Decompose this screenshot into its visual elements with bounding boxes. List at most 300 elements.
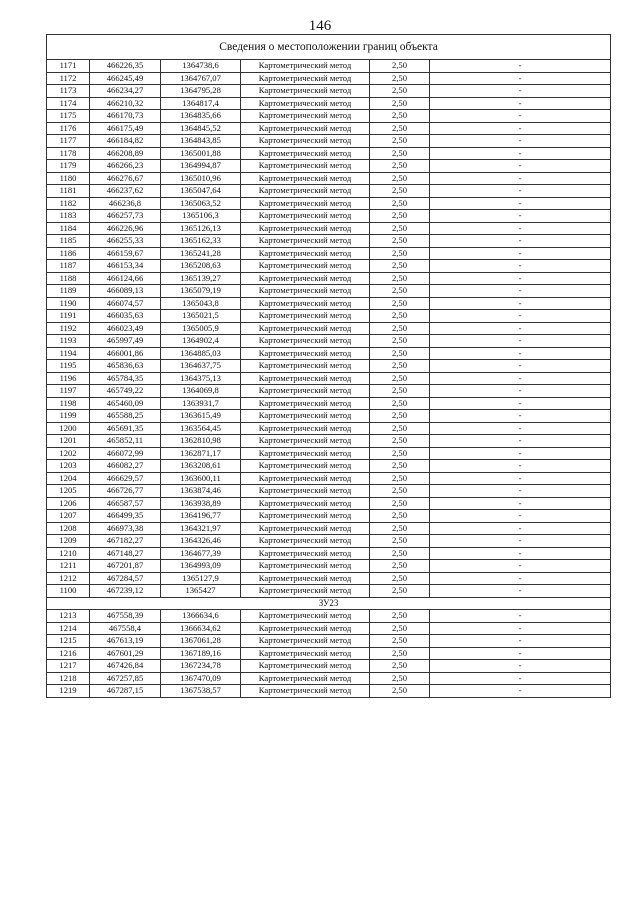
method-cell: Картометрический метод <box>241 560 370 573</box>
coord-y-cell: 1367234,78 <box>161 660 241 673</box>
method-cell: Картометрический метод <box>241 197 370 210</box>
point-number-cell: 1186 <box>47 247 90 260</box>
point-number-cell: 1203 <box>47 460 90 473</box>
description-cell: - <box>430 72 611 85</box>
description-cell: - <box>430 110 611 123</box>
coord-x-cell: 466001,86 <box>90 347 161 360</box>
point-number-cell: 1195 <box>47 360 90 373</box>
coord-y-cell: 1364738,6 <box>161 60 241 73</box>
accuracy-cell: 2,50 <box>370 410 430 423</box>
coord-y-cell: 1364637,75 <box>161 360 241 373</box>
method-cell: Картометрический метод <box>241 685 370 698</box>
table-row <box>47 572 611 585</box>
method-cell: Картометрический метод <box>241 322 370 335</box>
accuracy-cell: 2,50 <box>370 635 430 648</box>
coord-x-cell: 465784,35 <box>90 372 161 385</box>
accuracy-cell: 2,50 <box>370 160 430 173</box>
table-row <box>47 260 611 273</box>
description-cell: - <box>430 247 611 260</box>
point-number-cell: 1214 <box>47 622 90 635</box>
coord-x-cell: 466629,57 <box>90 472 161 485</box>
coord-y-cell: 1364069,8 <box>161 385 241 398</box>
coord-x-cell: 466072,99 <box>90 447 161 460</box>
coord-x-cell: 466074,57 <box>90 297 161 310</box>
method-cell: Картометрический метод <box>241 97 370 110</box>
table-row <box>47 422 611 435</box>
description-cell: - <box>430 185 611 198</box>
accuracy-cell: 2,50 <box>370 222 430 235</box>
coord-y-cell: 1364885,03 <box>161 347 241 360</box>
table-row <box>47 297 611 310</box>
table-row <box>47 372 611 385</box>
section-label: ЗУ23 <box>47 597 611 610</box>
coord-x-cell: 466276,67 <box>90 172 161 185</box>
coord-y-cell: 1365106,3 <box>161 210 241 223</box>
method-cell: Картометрический метод <box>241 510 370 523</box>
method-cell: Картометрический метод <box>241 235 370 248</box>
accuracy-cell: 2,50 <box>370 285 430 298</box>
description-cell: - <box>430 522 611 535</box>
coord-x-cell: 466245,49 <box>90 72 161 85</box>
method-cell: Картометрический метод <box>241 172 370 185</box>
point-number-cell: 1207 <box>47 510 90 523</box>
description-cell: - <box>430 485 611 498</box>
coord-y-cell: 1363931,7 <box>161 397 241 410</box>
table-row <box>47 210 611 223</box>
accuracy-cell: 2,50 <box>370 110 430 123</box>
accuracy-cell: 2,50 <box>370 135 430 148</box>
point-number-cell: 1181 <box>47 185 90 198</box>
description-cell: - <box>430 235 611 248</box>
accuracy-cell: 2,50 <box>370 247 430 260</box>
method-cell: Картометрический метод <box>241 572 370 585</box>
table-row <box>47 672 611 685</box>
table-row <box>47 460 611 473</box>
coord-y-cell: 1364994,87 <box>161 160 241 173</box>
description-cell: - <box>430 322 611 335</box>
method-cell: Картометрический метод <box>241 447 370 460</box>
description-cell: - <box>430 372 611 385</box>
method-cell: Картометрический метод <box>241 422 370 435</box>
table-row <box>47 397 611 410</box>
method-cell: Картометрический метод <box>241 672 370 685</box>
coord-x-cell: 466023,49 <box>90 322 161 335</box>
method-cell: Картометрический метод <box>241 610 370 623</box>
coord-x-cell: 466170,73 <box>90 110 161 123</box>
accuracy-cell: 2,50 <box>370 547 430 560</box>
method-cell: Картометрический метод <box>241 460 370 473</box>
coord-y-cell: 1365162,33 <box>161 235 241 248</box>
point-number-cell: 1208 <box>47 522 90 535</box>
coord-y-cell: 1365021,5 <box>161 310 241 323</box>
accuracy-cell: 2,50 <box>370 535 430 548</box>
method-cell: Картометрический метод <box>241 435 370 448</box>
point-number-cell: 1178 <box>47 147 90 160</box>
accuracy-cell: 2,50 <box>370 210 430 223</box>
coord-y-cell: 1365063,52 <box>161 197 241 210</box>
coord-x-cell: 466236,8 <box>90 197 161 210</box>
point-number-cell: 1219 <box>47 685 90 698</box>
method-cell: Картометрический метод <box>241 397 370 410</box>
description-cell: - <box>430 122 611 135</box>
table-row <box>47 547 611 560</box>
point-number-cell: 1204 <box>47 472 90 485</box>
coord-x-cell: 465460,09 <box>90 397 161 410</box>
coord-y-cell: 1365079,19 <box>161 285 241 298</box>
description-cell: - <box>430 647 611 660</box>
coord-y-cell: 1365001,88 <box>161 147 241 160</box>
point-number-cell: 1209 <box>47 535 90 548</box>
coord-y-cell: 1367189,16 <box>161 647 241 660</box>
accuracy-cell: 2,50 <box>370 472 430 485</box>
method-cell: Картометрический метод <box>241 210 370 223</box>
table-row <box>47 335 611 348</box>
table-row <box>47 660 611 673</box>
description-cell: - <box>430 610 611 623</box>
accuracy-cell: 2,50 <box>370 672 430 685</box>
table-row <box>47 560 611 573</box>
table-row <box>47 135 611 148</box>
table-row <box>47 360 611 373</box>
coord-x-cell: 465749,22 <box>90 385 161 398</box>
table-row <box>47 147 611 160</box>
point-number-cell: 1185 <box>47 235 90 248</box>
coord-y-cell: 1364321,97 <box>161 522 241 535</box>
section-row <box>47 597 611 610</box>
description-cell: - <box>430 660 611 673</box>
description-cell: - <box>430 547 611 560</box>
method-cell: Картометрический метод <box>241 297 370 310</box>
point-number-cell: 1196 <box>47 372 90 385</box>
coord-x-cell: 466499,35 <box>90 510 161 523</box>
table-row <box>47 472 611 485</box>
method-cell: Картометрический метод <box>241 310 370 323</box>
coord-x-cell: 467287,15 <box>90 685 161 698</box>
accuracy-cell: 2,50 <box>370 97 430 110</box>
coord-y-cell: 1365427 <box>161 585 241 598</box>
accuracy-cell: 2,50 <box>370 335 430 348</box>
table-row <box>47 347 611 360</box>
table-row <box>47 610 611 623</box>
description-cell: - <box>430 97 611 110</box>
method-cell: Картометрический метод <box>241 272 370 285</box>
coord-y-cell: 1365126,13 <box>161 222 241 235</box>
method-cell: Картометрический метод <box>241 535 370 548</box>
point-number-cell: 1205 <box>47 485 90 498</box>
description-cell: - <box>430 685 611 698</box>
coord-y-cell: 1367061,28 <box>161 635 241 648</box>
point-number-cell: 1175 <box>47 110 90 123</box>
table-row <box>47 310 611 323</box>
point-number-cell: 1184 <box>47 222 90 235</box>
coord-y-cell: 1364845,52 <box>161 122 241 135</box>
description-cell: - <box>430 222 611 235</box>
description-cell: - <box>430 397 611 410</box>
table-title-row <box>47 35 611 60</box>
coord-y-cell: 1364326,46 <box>161 535 241 548</box>
description-cell: - <box>430 285 611 298</box>
description-cell: - <box>430 160 611 173</box>
method-cell: Картометрический метод <box>241 472 370 485</box>
accuracy-cell: 2,50 <box>370 310 430 323</box>
coord-x-cell: 466973,38 <box>90 522 161 535</box>
coord-x-cell: 467613,19 <box>90 635 161 648</box>
coord-x-cell: 466082,27 <box>90 460 161 473</box>
table-row <box>47 685 611 698</box>
coord-x-cell: 466226,35 <box>90 60 161 73</box>
accuracy-cell: 2,50 <box>370 185 430 198</box>
table-row <box>47 535 611 548</box>
coord-y-cell: 1367470,09 <box>161 672 241 685</box>
table-row <box>47 410 611 423</box>
coord-x-cell: 466234,27 <box>90 85 161 98</box>
method-cell: Картометрический метод <box>241 72 370 85</box>
table-row <box>47 622 611 635</box>
point-number-cell: 1197 <box>47 385 90 398</box>
accuracy-cell: 2,50 <box>370 372 430 385</box>
coord-x-cell: 466175,49 <box>90 122 161 135</box>
accuracy-cell: 2,50 <box>370 85 430 98</box>
point-number-cell: 1211 <box>47 560 90 573</box>
coord-x-cell: 465588,25 <box>90 410 161 423</box>
point-number-cell: 1193 <box>47 335 90 348</box>
point-number-cell: 1176 <box>47 122 90 135</box>
coord-y-cell: 1364767,07 <box>161 72 241 85</box>
accuracy-cell: 2,50 <box>370 197 430 210</box>
method-cell: Картометрический метод <box>241 135 370 148</box>
description-cell: - <box>430 635 611 648</box>
accuracy-cell: 2,50 <box>370 660 430 673</box>
point-number-cell: 1216 <box>47 647 90 660</box>
point-number-cell: 1212 <box>47 572 90 585</box>
coord-x-cell: 466726,77 <box>90 485 161 498</box>
coord-x-cell: 466237,62 <box>90 185 161 198</box>
table-row <box>47 110 611 123</box>
coord-y-cell: 1362871,17 <box>161 447 241 460</box>
accuracy-cell: 2,50 <box>370 435 430 448</box>
description-cell: - <box>430 210 611 223</box>
coord-y-cell: 1365208,63 <box>161 260 241 273</box>
method-cell: Картометрический метод <box>241 222 370 235</box>
description-cell: - <box>430 585 611 598</box>
coord-y-cell: 1363208,61 <box>161 460 241 473</box>
coord-x-cell: 465852,11 <box>90 435 161 448</box>
coord-y-cell: 1366634,6 <box>161 610 241 623</box>
coord-y-cell: 1363564,45 <box>161 422 241 435</box>
coord-x-cell: 466587,57 <box>90 497 161 510</box>
table-row <box>47 172 611 185</box>
coord-x-cell: 466210,32 <box>90 97 161 110</box>
accuracy-cell: 2,50 <box>370 260 430 273</box>
method-cell: Картометрический метод <box>241 485 370 498</box>
method-cell: Картометрический метод <box>241 410 370 423</box>
coord-y-cell: 1365047,64 <box>161 185 241 198</box>
description-cell: - <box>430 410 611 423</box>
method-cell: Картометрический метод <box>241 335 370 348</box>
point-number-cell: 1199 <box>47 410 90 423</box>
table-row <box>47 585 611 598</box>
accuracy-cell: 2,50 <box>370 322 430 335</box>
coord-y-cell: 1365043,8 <box>161 297 241 310</box>
description-cell: - <box>430 472 611 485</box>
description-cell: - <box>430 572 611 585</box>
coord-x-cell: 466153,34 <box>90 260 161 273</box>
accuracy-cell: 2,50 <box>370 510 430 523</box>
point-number-cell: 1194 <box>47 347 90 360</box>
method-cell: Картометрический метод <box>241 185 370 198</box>
coord-y-cell: 1365139,27 <box>161 272 241 285</box>
description-cell: - <box>430 335 611 348</box>
method-cell: Картометрический метод <box>241 60 370 73</box>
point-number-cell: 1202 <box>47 447 90 460</box>
table-row <box>47 160 611 173</box>
coord-x-cell: 467239,12 <box>90 585 161 598</box>
accuracy-cell: 2,50 <box>370 485 430 498</box>
table-row <box>47 185 611 198</box>
coord-x-cell: 466184,82 <box>90 135 161 148</box>
point-number-cell: 1180 <box>47 172 90 185</box>
table-row <box>47 385 611 398</box>
table-row <box>47 285 611 298</box>
coord-x-cell: 466035,63 <box>90 310 161 323</box>
point-number-cell: 1187 <box>47 260 90 273</box>
table-row <box>47 522 611 535</box>
table-row <box>47 510 611 523</box>
table-row <box>47 497 611 510</box>
coord-y-cell: 1366634,62 <box>161 622 241 635</box>
method-cell: Картометрический метод <box>241 347 370 360</box>
table-row <box>47 247 611 260</box>
table-row <box>47 635 611 648</box>
description-cell: - <box>430 447 611 460</box>
coord-x-cell: 466208,89 <box>90 147 161 160</box>
accuracy-cell: 2,50 <box>370 522 430 535</box>
point-number-cell: 1179 <box>47 160 90 173</box>
boundary-coordinates-table <box>46 34 611 698</box>
description-cell: - <box>430 260 611 273</box>
table-row <box>47 222 611 235</box>
coord-y-cell: 1364993,09 <box>161 560 241 573</box>
table-row <box>47 322 611 335</box>
point-number-cell: 1172 <box>47 72 90 85</box>
point-number-cell: 1182 <box>47 197 90 210</box>
method-cell: Картометрический метод <box>241 285 370 298</box>
description-cell: - <box>430 347 611 360</box>
point-number-cell: 1210 <box>47 547 90 560</box>
accuracy-cell: 2,50 <box>370 72 430 85</box>
table-row <box>47 85 611 98</box>
table-row <box>47 60 611 73</box>
coord-x-cell: 467257,85 <box>90 672 161 685</box>
description-cell: - <box>430 497 611 510</box>
point-number-cell: 1100 <box>47 585 90 598</box>
coord-y-cell: 1364835,66 <box>161 110 241 123</box>
method-cell: Картометрический метод <box>241 360 370 373</box>
point-number-cell: 1192 <box>47 322 90 335</box>
point-number-cell: 1189 <box>47 285 90 298</box>
coord-x-cell: 467148,27 <box>90 547 161 560</box>
coord-y-cell: 1365241,28 <box>161 247 241 260</box>
coord-x-cell: 466124,66 <box>90 272 161 285</box>
coord-y-cell: 1365010,96 <box>161 172 241 185</box>
accuracy-cell: 2,50 <box>370 360 430 373</box>
accuracy-cell: 2,50 <box>370 422 430 435</box>
accuracy-cell: 2,50 <box>370 685 430 698</box>
accuracy-cell: 2,50 <box>370 347 430 360</box>
table-row <box>47 97 611 110</box>
method-cell: Картометрический метод <box>241 522 370 535</box>
coord-x-cell: 467284,57 <box>90 572 161 585</box>
coord-x-cell: 466226,96 <box>90 222 161 235</box>
coord-x-cell: 466089,13 <box>90 285 161 298</box>
accuracy-cell: 2,50 <box>370 122 430 135</box>
coord-x-cell: 466255,33 <box>90 235 161 248</box>
description-cell: - <box>430 297 611 310</box>
method-cell: Картометрический метод <box>241 647 370 660</box>
table-row <box>47 197 611 210</box>
coord-x-cell: 467182,27 <box>90 535 161 548</box>
method-cell: Картометрический метод <box>241 635 370 648</box>
table-row <box>47 272 611 285</box>
point-number-cell: 1183 <box>47 210 90 223</box>
method-cell: Картометрический метод <box>241 85 370 98</box>
point-number-cell: 1190 <box>47 297 90 310</box>
coord-x-cell: 465691,35 <box>90 422 161 435</box>
coord-y-cell: 1364196,77 <box>161 510 241 523</box>
coord-x-cell: 465836,63 <box>90 360 161 373</box>
coord-y-cell: 1363600,11 <box>161 472 241 485</box>
point-number-cell: 1177 <box>47 135 90 148</box>
coord-y-cell: 1364843,85 <box>161 135 241 148</box>
accuracy-cell: 2,50 <box>370 497 430 510</box>
point-number-cell: 1191 <box>47 310 90 323</box>
method-cell: Картометрический метод <box>241 547 370 560</box>
coord-y-cell: 1364817,4 <box>161 97 241 110</box>
accuracy-cell: 2,50 <box>370 585 430 598</box>
description-cell: - <box>430 135 611 148</box>
accuracy-cell: 2,50 <box>370 447 430 460</box>
description-cell: - <box>430 560 611 573</box>
method-cell: Картометрический метод <box>241 660 370 673</box>
coord-x-cell: 467426,84 <box>90 660 161 673</box>
point-number-cell: 1215 <box>47 635 90 648</box>
accuracy-cell: 2,50 <box>370 385 430 398</box>
table-row <box>47 72 611 85</box>
method-cell: Картометрический метод <box>241 260 370 273</box>
table-row <box>47 122 611 135</box>
coord-x-cell: 467201,87 <box>90 560 161 573</box>
accuracy-cell: 2,50 <box>370 60 430 73</box>
point-number-cell: 1200 <box>47 422 90 435</box>
table-row <box>47 235 611 248</box>
point-number-cell: 1206 <box>47 497 90 510</box>
coord-y-cell: 1367538,57 <box>161 685 241 698</box>
description-cell: - <box>430 385 611 398</box>
method-cell: Картометрический метод <box>241 110 370 123</box>
point-number-cell: 1173 <box>47 85 90 98</box>
coord-x-cell: 466257,73 <box>90 210 161 223</box>
accuracy-cell: 2,50 <box>370 560 430 573</box>
accuracy-cell: 2,50 <box>370 172 430 185</box>
accuracy-cell: 2,50 <box>370 610 430 623</box>
table-row <box>47 447 611 460</box>
method-cell: Картометрический метод <box>241 122 370 135</box>
accuracy-cell: 2,50 <box>370 397 430 410</box>
table-row <box>47 435 611 448</box>
coord-y-cell: 1364795,28 <box>161 85 241 98</box>
page-number: 146 <box>308 18 332 34</box>
method-cell: Картометрический метод <box>241 147 370 160</box>
